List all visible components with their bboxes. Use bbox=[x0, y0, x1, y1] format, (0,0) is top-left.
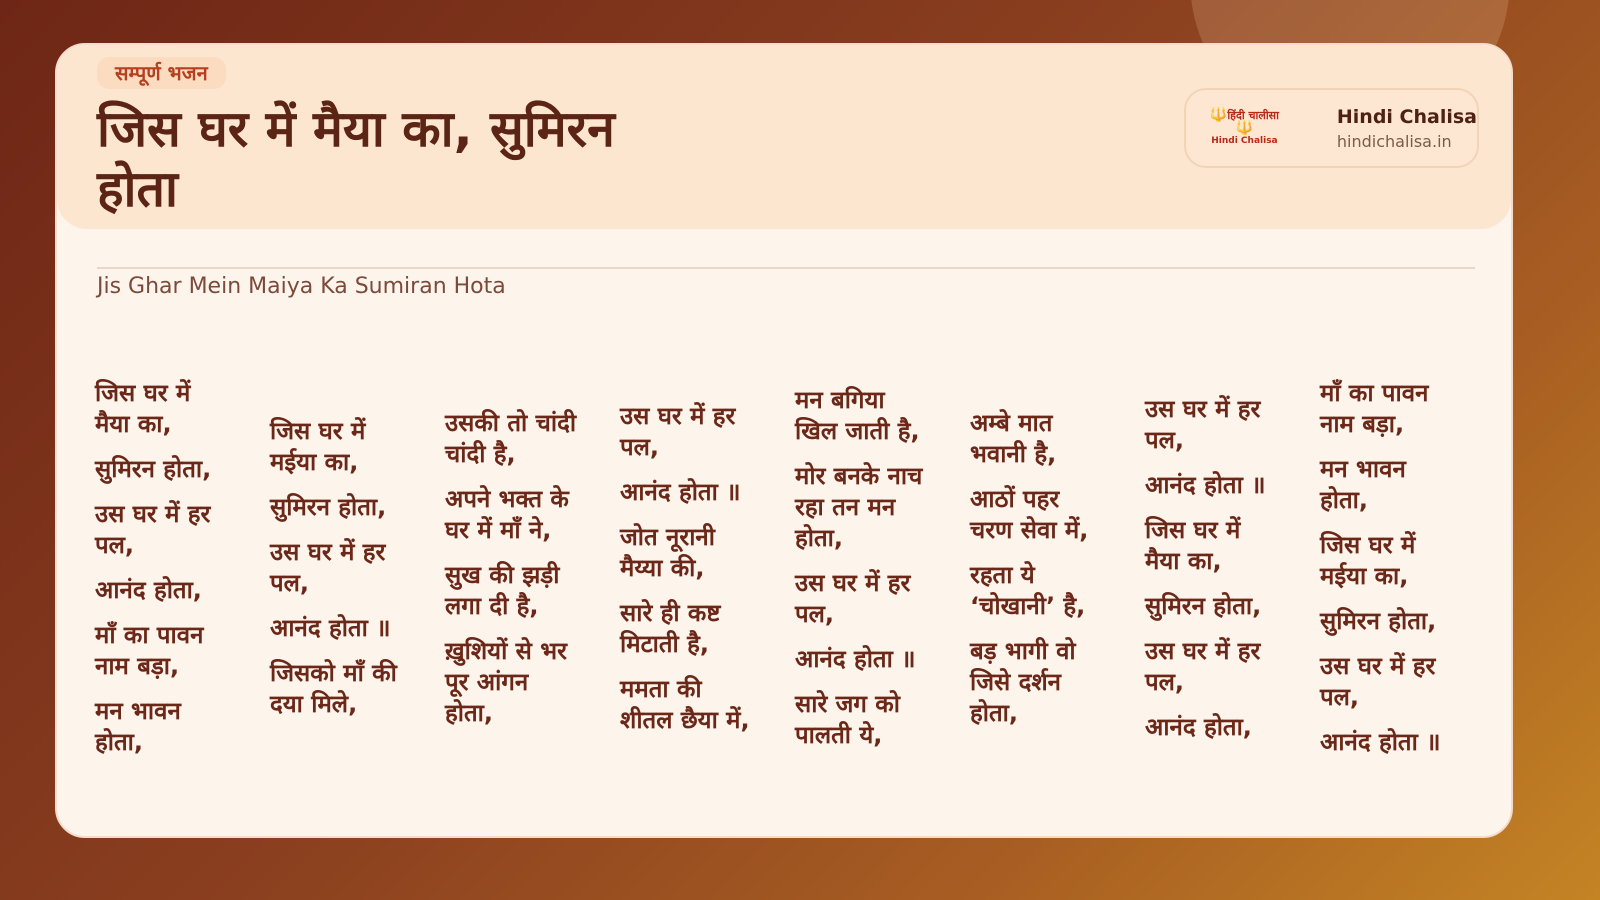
lyric-line: जिस घर में मईया का, bbox=[1320, 531, 1416, 590]
brand-logo bbox=[1202, 109, 1287, 147]
card-header bbox=[57, 45, 1511, 229]
lyric-line: उस घर में हर पल, bbox=[795, 569, 911, 628]
lyric-line: सुमिरन होता, bbox=[1320, 607, 1437, 635]
lyrics-column bbox=[970, 408, 1145, 729]
lyrics-columns bbox=[95, 313, 1495, 823]
lyric-line: उस घर में हर पल, bbox=[95, 500, 211, 559]
lyric-line: रहता ये ‘चोखानी’ है, bbox=[970, 560, 1086, 620]
bhajan-card bbox=[55, 43, 1513, 838]
lyric-line: अपने भक्त के घर में माँ ने, bbox=[445, 484, 569, 544]
lyric-line: सुमिरन होता, bbox=[95, 455, 212, 483]
lyric-line: उसकी तो चांदी चांदी है, bbox=[445, 408, 577, 468]
lyric-line: उस घर में हर पल, bbox=[1320, 652, 1436, 711]
lyric-line: आनंद होता ॥ bbox=[795, 645, 916, 673]
lyric-line: माँ का पावन नाम बड़ा, bbox=[95, 621, 204, 680]
brand-name: Hindi Chalisa bbox=[1336, 105, 1477, 128]
lyric-line: सुमिरन होता, bbox=[270, 493, 387, 521]
lyric-line: जिसको माँ की दया मिले, bbox=[270, 659, 397, 718]
lyrics-column bbox=[270, 416, 445, 720]
lyric-line: आनंद होता ॥ bbox=[620, 477, 741, 506]
lyric-line: जोत नूरानी मैय्या की, bbox=[620, 522, 715, 582]
trident-icon: 🔱 bbox=[1235, 120, 1254, 136]
lyrics-column bbox=[445, 408, 620, 729]
lyric-line: उस घर में हर पल, bbox=[620, 401, 736, 461]
lyric-line: मोर बनके नाच रहा तन मन होता, bbox=[795, 462, 923, 552]
subtitle: Jis Ghar Mein Maiya Ka Sumiran Hota bbox=[97, 274, 506, 299]
lyrics-column bbox=[1320, 378, 1495, 758]
lyric-line: बड़ भागी वो जिसे दर्शन होता, bbox=[970, 636, 1076, 727]
lyric-line: सारे ही कष्ट मिटाती है, bbox=[620, 598, 721, 658]
lyric-line: सुमिरन होता, bbox=[1145, 591, 1262, 620]
lyric-line: उस घर में हर पल, bbox=[1145, 636, 1261, 696]
lyric-line: मन भावन होता, bbox=[1320, 455, 1406, 514]
lyric-line: आनंद होता ॥ bbox=[1320, 728, 1441, 756]
lyric-line: उस घर में हर पल, bbox=[1145, 394, 1261, 454]
lyrics-column bbox=[1145, 394, 1320, 743]
lyric-line: सुख की झड़ी लगा दी है, bbox=[445, 560, 560, 620]
lyric-line: जिस घर में मईया का, bbox=[270, 417, 366, 476]
lyric-line: आठों पहर चरण सेवा में, bbox=[970, 484, 1089, 544]
lyric-line: आनंद होता, bbox=[95, 576, 202, 604]
logo-english: Hindi Chalisa bbox=[1211, 136, 1278, 146]
lyric-line: जिस घर में मैया का, bbox=[95, 379, 191, 438]
lyric-line: ममता की शीतल छैया में, bbox=[620, 674, 750, 734]
trident-icon: 🔱 bbox=[1209, 107, 1228, 123]
category-badge: सम्पूर्ण भजन bbox=[97, 57, 226, 89]
lyrics-column bbox=[620, 401, 795, 736]
lyric-line: मन बगिया खिल जाती है, bbox=[795, 386, 920, 445]
divider bbox=[97, 267, 1475, 269]
lyric-line: जिस घर में मैया का, bbox=[1145, 515, 1241, 575]
page-title: जिस घर में मैया का, सुमिरन होता bbox=[97, 100, 615, 218]
lyric-line: उस घर में हर पल, bbox=[270, 538, 386, 597]
lyrics-column bbox=[95, 378, 270, 758]
lyric-line: सारे जग को पालती ये, bbox=[795, 690, 900, 749]
brand-box[interactable] bbox=[1184, 88, 1479, 168]
lyric-line: मन भावन होता, bbox=[95, 697, 181, 756]
lyric-line: आनंद होता, bbox=[1145, 712, 1252, 741]
lyric-line: अम्बे मात भवानी है, bbox=[970, 408, 1057, 468]
lyric-line: आनंद होता ॥ bbox=[1145, 470, 1266, 499]
lyrics-column bbox=[795, 385, 970, 751]
logo-hindi: हिंदी चालीसा bbox=[1227, 109, 1279, 122]
lyric-line: आनंद होता ॥ bbox=[270, 614, 391, 642]
brand-url[interactable]: hindichalisa.in bbox=[1336, 131, 1452, 151]
lyric-line: माँ का पावन नाम बड़ा, bbox=[1320, 379, 1429, 438]
lyric-line: ख़ुशियों से भर पूर आंगन होता, bbox=[445, 636, 567, 727]
